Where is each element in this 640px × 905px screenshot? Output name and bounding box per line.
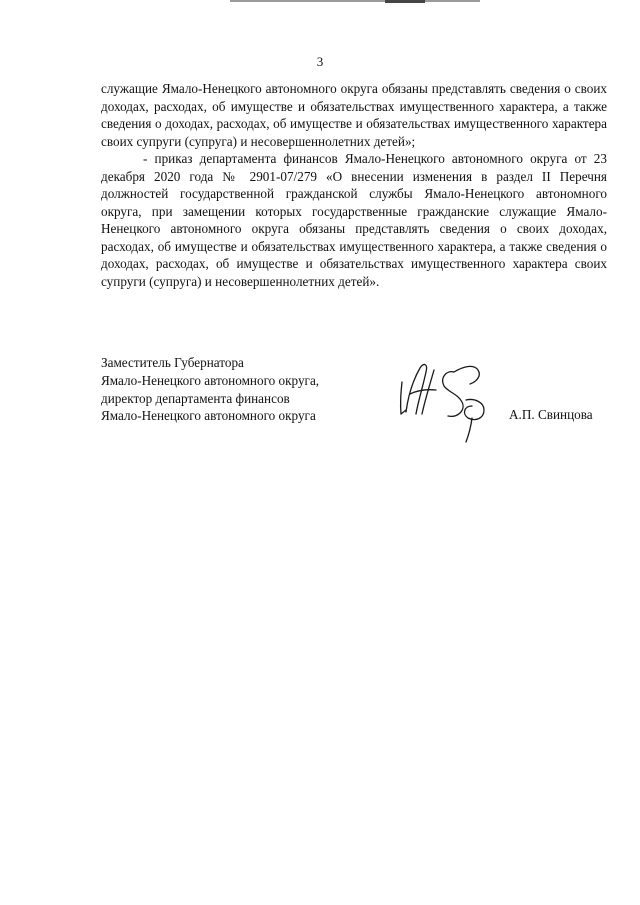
paragraph-continuation: служащие Ямало-Ненецкого автономного округа обязаны представлять сведения о своих доходах, расходах, об имуществе и обязательствах имущественного характера, а также сведения о доходах, расходах, об имуществе и обязательствах имущественного характера своих супруги (супруга) и несовершеннолетних детей»; bbox=[101, 81, 607, 149]
top-edge-line bbox=[230, 0, 480, 2]
signatory-title-line: Ямало-Ненецкого автономного округа, bbox=[101, 372, 320, 388]
signatory-title-line: Ямало-Ненецкого автономного округа bbox=[101, 408, 316, 424]
signatory-title-line: Заместитель Губернатора bbox=[101, 355, 244, 370]
signer-name: А.П. Свинцова bbox=[509, 407, 593, 422]
handwritten-signature bbox=[392, 352, 502, 444]
top-edge-mark bbox=[385, 0, 425, 3]
signatory-title-line: директор департамента финансов bbox=[101, 390, 290, 406]
page-number: 3 bbox=[316, 54, 324, 69]
signatory-title-block bbox=[101, 354, 319, 425]
paragraph-order-item: - приказ департамента финансов Ямало-Ненецкого автономного округа от 23 декабря 2020 года № 2901-07/279 «О внесении изменения в раздел II Перечня должностей государственной гражданской службы Ямало-Ненецкого автономного округа, при замещении которых государственные гражданские служащие Ямало-Ненецкого автономного округа обязаны представлять сведения о своих доходах, расходах, об имуществе и обязательствах имущественного характера, а также сведения о доходах, расходах, об имуществе и обязательствах имущественного характера своих супруги (супруга) и несовершеннолетних детей». bbox=[101, 151, 607, 289]
document-body bbox=[101, 80, 607, 290]
